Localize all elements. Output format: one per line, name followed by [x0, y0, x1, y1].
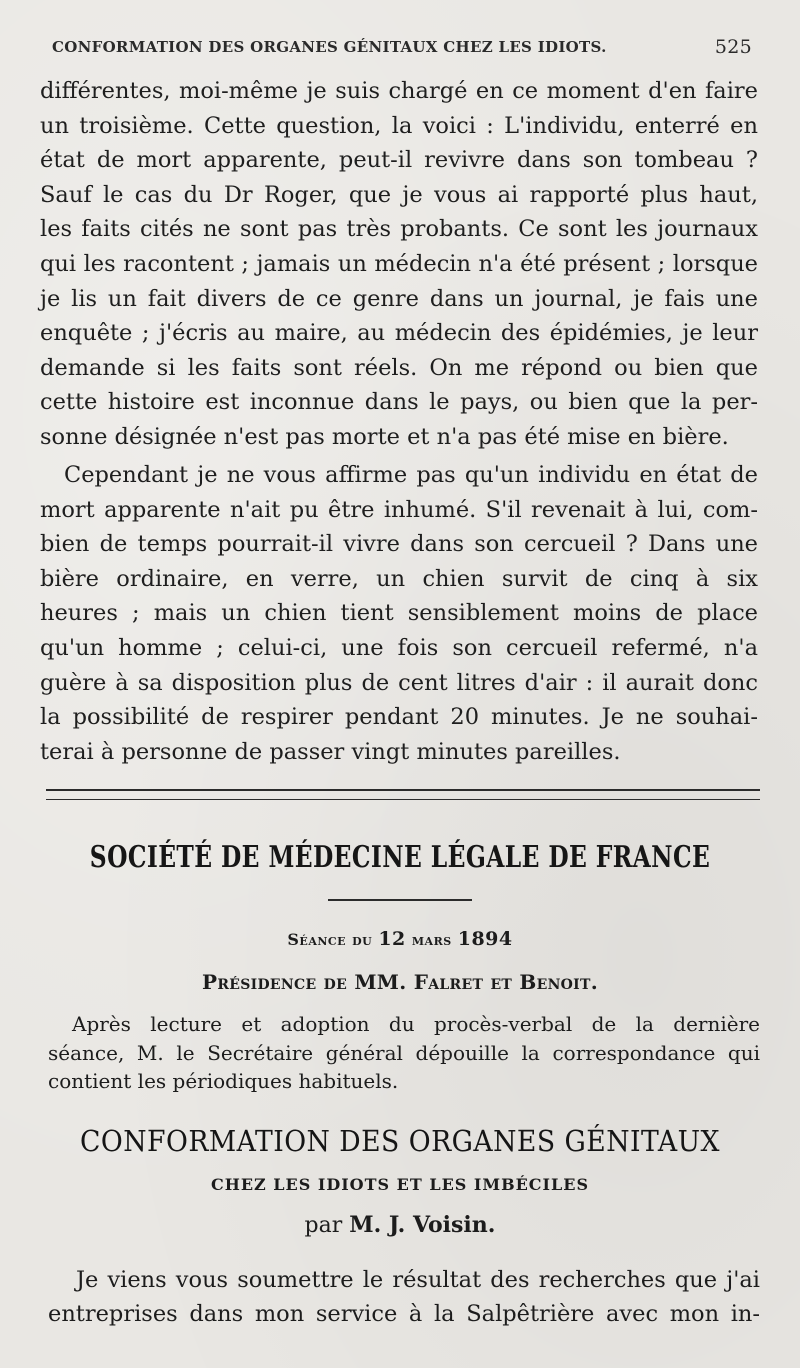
text-line: cette histoire est inconnue dans le pays, ou bien que la per- [40, 389, 758, 416]
title-underline [328, 899, 472, 901]
article-title: CONFORMATION DES ORGANES GÉNITAUX [80, 1124, 720, 1158]
seance-month: mars [411, 930, 452, 949]
seance-day: 12 [378, 928, 406, 950]
author-name: M. J. Voisin. [349, 1212, 496, 1238]
text-line: Sauf le cas du Dr Roger, que je vous ai rapporté plus haut, [40, 181, 758, 208]
page-number: 525 [714, 36, 752, 58]
text-line: qui les racontent ; jamais un médecin n'a été présent ; lorsque [40, 250, 758, 277]
text-line: Je viens vous soumettre le résultat des recherches que j'ai [76, 1267, 760, 1293]
text-line: heures ; mais un chien tient sensiblement moins de place [40, 600, 758, 627]
text-line: état de mort apparente, peut-il revivre dans son tombeau ? [40, 147, 758, 174]
text-line: bien de temps pourrait-il vivre dans son cercueil ? Dans une [40, 531, 758, 558]
text-line: contient les périodiques habituels. [48, 1069, 399, 1093]
seance-prefix: Séance du [287, 930, 373, 949]
text-line: la possibilité de respirer pendant 20 minutes. Je ne souhai- [40, 704, 758, 731]
running-head [52, 36, 752, 60]
text-line: séance, M. le Secrétaire général dépouille la correspondance qui [48, 1040, 760, 1065]
text-line: Après lecture et adoption du procès-verbal de la dernière [72, 1012, 760, 1036]
text-line: les faits cités ne sont pas très probants. Ce sont les journaux [40, 216, 758, 243]
seance-year: 1894 [457, 928, 513, 950]
text-line: qu'un homme ; celui-ci, une fois son cercueil refermé, n'a [40, 634, 758, 661]
paragraph-1 [40, 74, 758, 455]
running-title: CONFORMATION DES ORGANES GÉNITAUX CHEZ LES IDIOTS. [52, 38, 607, 56]
paragraph-2 [40, 458, 758, 769]
text-line: guère à sa disposition plus de cent litres d'air : il aurait donc [40, 669, 758, 696]
text-line: enquête ; j'écris au maire, au médecin des épidémies, je leur [40, 320, 758, 347]
byline-prefix: par [304, 1213, 343, 1238]
section-divider [46, 789, 760, 800]
text-line: je lis un fait divers de ce genre dans un journal, je fais une [40, 285, 758, 312]
text-line: sonne désignée n'est pas morte et n'a pas été mise en bière. [40, 423, 729, 450]
text-line: bière ordinaire, en verre, un chien survit de cinq à six [40, 565, 758, 592]
article-subtitle: CHEZ LES IDIOTS ET LES IMBÉCILES [210, 1175, 590, 1194]
society-title: SOCIÉTÉ DE MÉDECINE LÉGALE DE FRANCE [89, 840, 711, 875]
text-line: un troisième. Cette question, la voici : L'individu, enterré en [40, 112, 758, 139]
minutes-paragraph [48, 1010, 760, 1096]
article-opening [48, 1263, 760, 1331]
seance-date [0, 928, 800, 950]
presidence-line: Présidence de MM. Falret et Benoit. [201, 970, 598, 994]
text-line: Cependant je ne vous affirme pas qu'un individu en état de [64, 462, 758, 488]
byline [0, 1212, 800, 1238]
text-line: terai à personne de passer vingt minutes pareilles. [40, 738, 621, 765]
text-line: différentes, moi-même je suis chargé en ce moment d'en faire [40, 78, 758, 104]
text-line: demande si les faits sont réels. On me répond ou bien que [40, 354, 758, 381]
text-line: mort apparente n'ait pu être inhumé. S'il revenait à lui, com- [40, 496, 758, 523]
text-line: entreprises dans mon service à la Salpêtrière avec mon in- [48, 1301, 760, 1327]
